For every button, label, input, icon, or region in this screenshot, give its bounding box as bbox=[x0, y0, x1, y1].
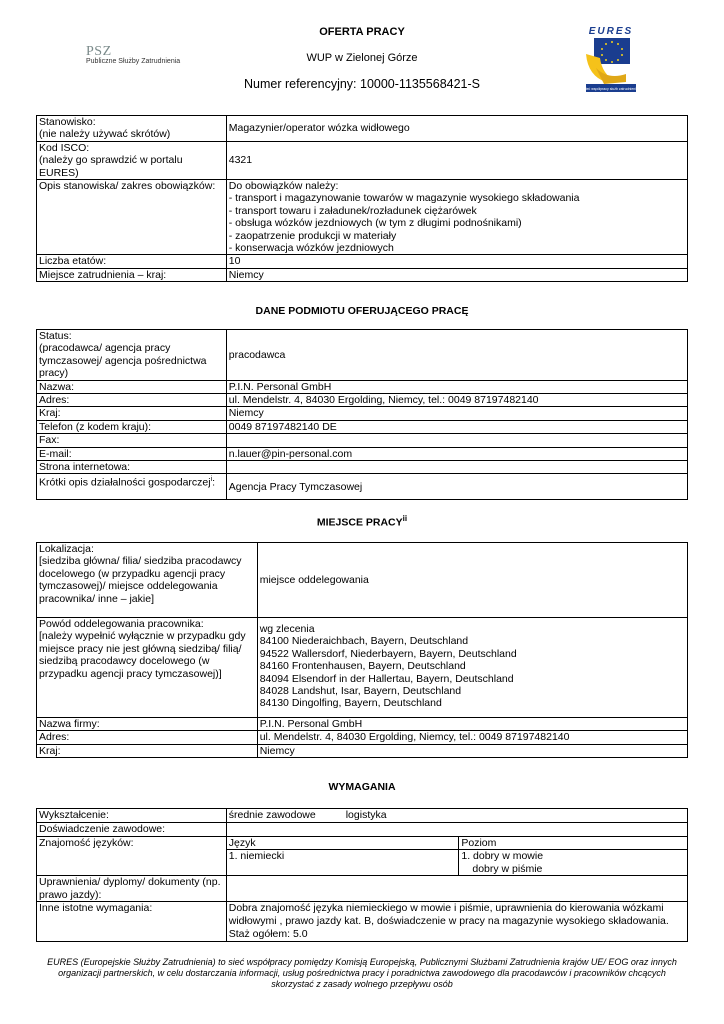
website-value bbox=[226, 461, 687, 474]
website-label: Strona internetowa: bbox=[37, 461, 227, 474]
workplace-section-title bbox=[0, 514, 724, 529]
table-row bbox=[37, 731, 688, 744]
table-row bbox=[37, 618, 688, 718]
location-value: miejsce oddelegowania bbox=[257, 543, 687, 618]
table-row bbox=[37, 180, 688, 255]
table-row bbox=[37, 744, 688, 757]
table-row bbox=[37, 420, 688, 433]
table-row bbox=[37, 461, 688, 474]
address-label: Adres: bbox=[37, 394, 227, 407]
reason-line: 94522 Wallersdorf, Niederbayern, Bayern, Deutschland bbox=[259, 647, 517, 660]
eures-logo-text: EURES bbox=[588, 26, 634, 37]
description-line: - transport towaru i załadunek/rozładunek ciężarówek bbox=[228, 204, 477, 217]
workplace-country-value: Niemcy bbox=[257, 744, 687, 757]
position-label: Stanowisko: (nie należy używać skrótów) bbox=[37, 116, 227, 142]
table-row bbox=[37, 330, 688, 381]
table-row bbox=[37, 407, 688, 420]
other-requirements-value: Dobra znajomość języka niemieckiego w mowie i piśmie, uprawnienia do kierowania wózkami widłowymi , prawo jazdy kat. B, doświadczenie w pracy na magazynie wysokiego składowania. Staż ogółem: 5.0 bbox=[226, 902, 687, 942]
fax-value bbox=[226, 434, 687, 447]
description-line: Do obowiązków należy: bbox=[228, 180, 339, 193]
eures-logo-subtitle: sieć współpracy służb zatrudnienia bbox=[584, 87, 638, 91]
activity-label-colon: : bbox=[212, 476, 216, 489]
activity-label bbox=[37, 474, 227, 500]
phone-label: Telefon (z kodem kraju): bbox=[37, 420, 227, 433]
table-row bbox=[37, 141, 688, 179]
email-value[interactable]: n.lauer@pin-personal.com bbox=[226, 447, 687, 460]
reason-value bbox=[257, 618, 687, 718]
table-row bbox=[37, 823, 688, 837]
table-row bbox=[37, 394, 688, 407]
reference-number: Numer referencyjny: 10000-1135568421-S bbox=[243, 77, 481, 91]
table-row bbox=[37, 255, 688, 268]
footer-note: EURES (Europejskie Służby Zatrudnienia) to sieć współpracy pomiędzy Komisją Europejską, Publicznymi Służbami Zatrudnienia krajów UE/ EOG oraz innych organizacji partnerskich, w celu dostarczania informacji, usług pośrednictwa pracy i poradnictwa zawodowego dla pracodawców i pracowników chcących skorzystać z zasady wolnego przepływu osób bbox=[47, 957, 677, 989]
workplace-address-label: Adres: bbox=[37, 731, 258, 744]
email-label: E-mail: bbox=[37, 447, 227, 460]
table-row bbox=[37, 116, 688, 142]
languages-label: Znajomość języków: bbox=[37, 837, 227, 876]
level-line: 1. dobry w mowie bbox=[461, 850, 544, 863]
reason-line: 84130 Dingolfing, Bayern, Deutschland bbox=[259, 697, 442, 710]
position-value: Magazynier/operator wózka widłowego bbox=[226, 116, 687, 142]
requirements-table bbox=[36, 808, 688, 942]
isco-label: Kod ISCO: (należy go sprawdzić w portalu EURES) bbox=[37, 141, 227, 179]
description-value bbox=[226, 180, 687, 255]
education-label: Wykształcenie: bbox=[37, 809, 227, 823]
requirements-section-title: WYMAGANIA bbox=[328, 781, 396, 793]
table-row bbox=[37, 837, 688, 850]
company-label: Nazwa firmy: bbox=[37, 718, 258, 731]
reason-line: 84028 Landshut, Isar, Bayern, Deutschland bbox=[259, 685, 462, 698]
experience-value bbox=[226, 823, 687, 837]
education-level: średnie zawodowe bbox=[228, 809, 316, 821]
employment-country-value: Niemcy bbox=[226, 268, 687, 281]
licenses-value bbox=[226, 876, 687, 902]
table-row bbox=[37, 718, 688, 731]
workplace-title-text: MIEJSCE PRACY bbox=[316, 516, 403, 529]
office-name: WUP w Zielonej Górze bbox=[306, 52, 418, 64]
psz-logo bbox=[86, 44, 180, 65]
level-value bbox=[459, 850, 688, 876]
footnote-marker: ii bbox=[402, 514, 408, 523]
level-column-header: Poziom bbox=[459, 837, 688, 850]
country-value: Niemcy bbox=[226, 407, 687, 420]
workplace-table bbox=[36, 542, 688, 758]
reason-line: 84100 Niederaichbach, Bayern, Deutschland bbox=[259, 635, 469, 648]
table-row bbox=[37, 447, 688, 460]
psz-logo-subtitle: Publiczne Służby Zatrudnienia bbox=[86, 58, 181, 65]
table-row bbox=[37, 474, 688, 500]
name-value: P.I.N. Personal GmbH bbox=[226, 380, 687, 393]
language-value: 1. niemiecki bbox=[226, 850, 459, 876]
workplace-country-label: Kraj: bbox=[37, 744, 258, 757]
fax-label: Fax: bbox=[37, 434, 227, 447]
table-row bbox=[37, 543, 688, 618]
activity-label-text: Krótki opis działalności gospodarczej bbox=[39, 476, 211, 489]
other-requirements-label: Inne istotne wymagania: bbox=[37, 902, 227, 942]
employment-country-label: Miejsce zatrudnienia – kraj: bbox=[37, 268, 227, 281]
phone-value: 0049 87197482140 DE bbox=[226, 420, 687, 433]
description-line: - konserwacja wózków jezdniowych bbox=[228, 242, 394, 255]
psz-logo-text: PSZ bbox=[86, 44, 112, 59]
description-line: - obsługa wózków jezdniowych (w tym z długimi podnośnikami) bbox=[228, 217, 522, 230]
level-line: dobry w piśmie bbox=[472, 862, 543, 875]
table-row bbox=[37, 902, 688, 942]
company-value: P.I.N. Personal GmbH bbox=[257, 718, 687, 731]
table-row bbox=[37, 268, 688, 281]
name-label: Nazwa: bbox=[37, 380, 227, 393]
licenses-label: Uprawnienia/ dyplomy/ dokumenty (np. prawo jazdy): bbox=[37, 876, 227, 902]
positions-count-value: 10 bbox=[226, 255, 687, 268]
activity-value: Agencja Pracy Tymczasowej bbox=[226, 474, 687, 500]
table-row bbox=[37, 809, 688, 823]
eures-logo bbox=[582, 24, 640, 94]
table-row bbox=[37, 434, 688, 447]
description-line: - transport i magazynowanie towarów w magazynie wysokiego składowania bbox=[228, 192, 580, 205]
table-row bbox=[37, 380, 688, 393]
employer-table bbox=[36, 329, 688, 500]
education-value bbox=[226, 809, 687, 823]
address-value: ul. Mendelstr. 4, 84030 Ergolding, Niemcy, tel.: 0049 87197482140 bbox=[226, 394, 687, 407]
employer-section-title: DANE PODMIOTU OFERUJĄCEGO PRACĘ bbox=[255, 305, 469, 317]
description-label: Opis stanowiska/ zakres obowiązków: bbox=[37, 180, 227, 255]
reason-line: 84094 Elsendorf in der Hallertau, Bayern, Deutschland bbox=[259, 672, 514, 685]
language-column-header: Język bbox=[226, 837, 459, 850]
education-field: logistyka bbox=[345, 809, 387, 821]
location-label: Lokalizacja: [siedziba główna/ filia/ siedziba pracodawcy docelowego (w przypadku agencji pracy tymczasowej)/ miejsce oddelegowania pracownika/ inne – jakie] bbox=[37, 543, 258, 618]
reason-line: 84160 Frontenhausen, Bayern, Deutschland bbox=[259, 660, 466, 673]
workplace-address-value: ul. Mendelstr. 4, 84030 Ergolding, Niemcy, tel.: 0049 87197482140 bbox=[257, 731, 687, 744]
positions-count-label: Liczba etatów: bbox=[37, 255, 227, 268]
country-label: Kraj: bbox=[37, 407, 227, 420]
reason-label: Powód oddelegowania pracownika: [należy wypełnić wyłącznie w przypadku gdy miejsce pracy nie jest główną siedzibą/ filią/ siedzibą pracodawcy docelowego (w przypadku agencji pracy tymczasowej)] bbox=[37, 618, 258, 718]
status-value: pracodawca bbox=[226, 330, 687, 381]
description-line: - zaopatrzenie produkcji w materiały bbox=[228, 229, 397, 242]
offer-table bbox=[36, 115, 688, 282]
document-title: OFERTA PRACY bbox=[319, 26, 405, 38]
reason-line: wg zlecenia bbox=[259, 623, 315, 635]
isco-value: 4321 bbox=[226, 141, 687, 179]
footnote-marker: i bbox=[210, 476, 213, 484]
table-row bbox=[37, 876, 688, 902]
status-label: Status: (pracodawca/ agencja pracy tymczasowej/ agencja pośrednictwa pracy) bbox=[37, 330, 227, 381]
experience-label: Doświadczenie zawodowe: bbox=[37, 823, 227, 837]
